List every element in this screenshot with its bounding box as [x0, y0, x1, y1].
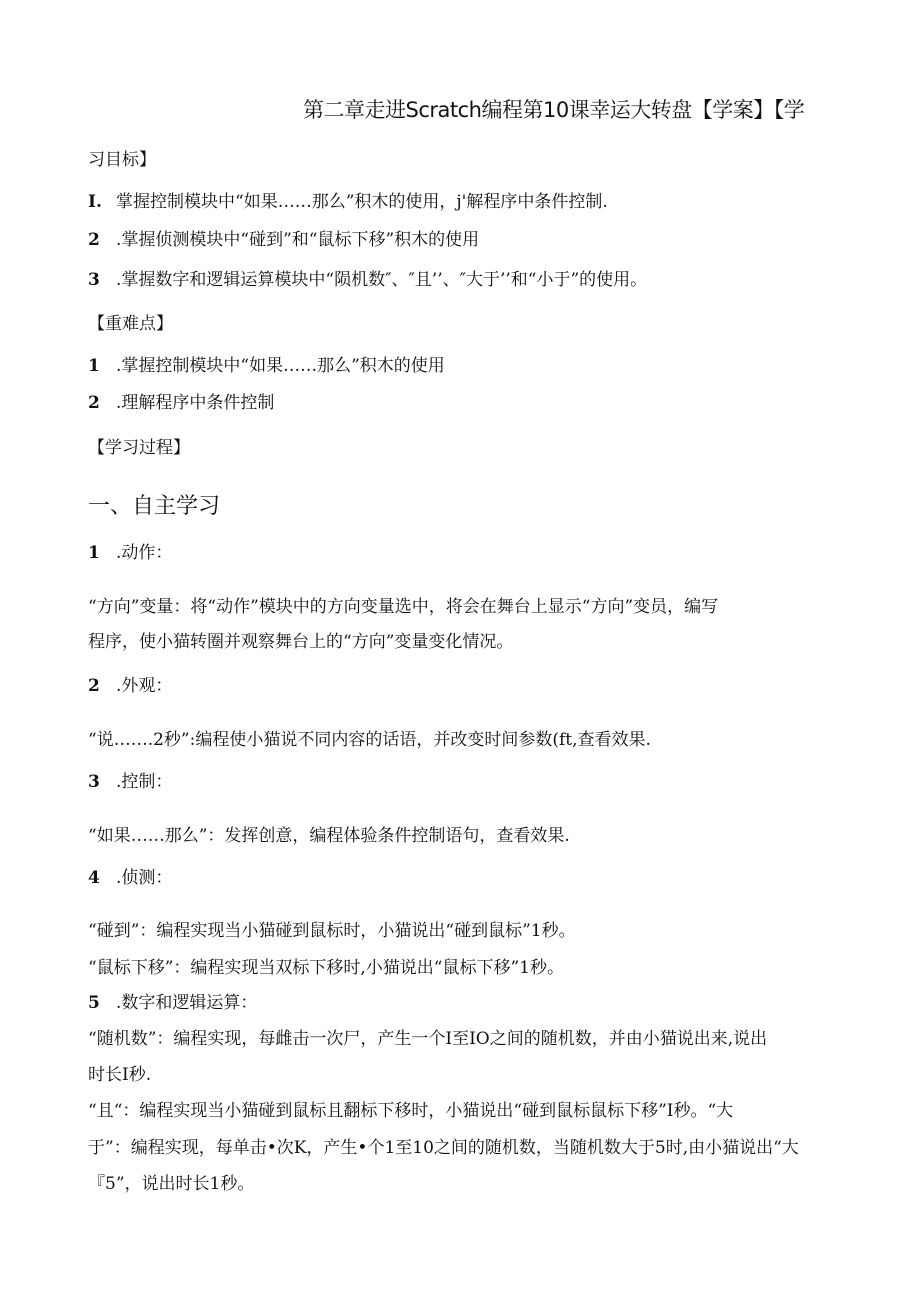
- looks-body: “说…….2秒”:编程使小猫说不同内容的话语，并改变时间参数(ft,查看效果.: [88, 730, 651, 750]
- looks-number: 2: [88, 676, 100, 696]
- key-point-number: 2: [88, 393, 100, 413]
- control-label-text: .控制：: [116, 772, 173, 792]
- process-heading: 【学习过程】: [88, 438, 190, 458]
- objective-number: 2: [88, 230, 100, 250]
- motion-body-line: “方向”变量：将“动作”模块中的方向变量选中，将会在舞台上显示“方向”变员，编写: [88, 597, 719, 617]
- control-label: [88, 770, 172, 794]
- objective-item: [88, 190, 608, 214]
- motion-number: 1: [88, 543, 100, 563]
- operators-body-line: 时长I秒.: [88, 1065, 152, 1085]
- document-title: 第二章走进Scratch编程第10课幸运大转盘【学案】【学: [303, 98, 805, 122]
- looks-label-text: .外观：: [116, 676, 173, 696]
- section-heading: 一、自主学习: [88, 494, 221, 519]
- key-point-item: [88, 354, 445, 378]
- operators-body-line: 『5”，说出时长1秒。: [88, 1174, 255, 1194]
- objective-text: .掌握侦测模块中“碰到”和“鼠标下移”积木的使用: [116, 230, 480, 250]
- looks-label: [88, 674, 172, 698]
- key-point-number: 1: [88, 356, 100, 376]
- sensing-body-line: “鼠标下移”：编程实现当双标下移时,小猫说出“鼠标下移”1秒。: [88, 958, 564, 978]
- sensing-label: [88, 866, 172, 890]
- operators-body-line: “且“：编程实现当小猫碰到鼠标且翻标下移时，小猫说出“碰到鼠标鼠标下移”I秒。“大: [88, 1101, 734, 1121]
- operators-label-text: .数字和逻辑运算：: [116, 993, 258, 1013]
- control-number: 3: [88, 772, 100, 792]
- operators-body-line: 于”：编程实现，每单击•次K，产生•个1至10之间的随机数，当随机数大于5时,由小猫说出“大: [88, 1138, 799, 1158]
- objectives-heading: 习目标】: [88, 150, 156, 170]
- key-point-text: .理解程序中条件控制: [116, 393, 275, 413]
- key-point-item: [88, 391, 274, 415]
- sensing-number: 4: [88, 868, 100, 888]
- motion-body-line: 程序，使小猫转圈并观察舞台上的“方向”变量变化情况。: [88, 632, 514, 652]
- key-point-text: .掌握控制模块中“如果……那么”积木的使用: [116, 356, 445, 376]
- objective-number: 3: [88, 270, 100, 290]
- objective-number: I.: [88, 192, 102, 212]
- sensing-body-line: “碰到”：编程实现当小猫碰到鼠标时，小猫说出“碰到鼠标”1秒。: [88, 921, 576, 941]
- motion-label: [88, 541, 172, 565]
- key-points-heading: 【重难点】: [88, 314, 173, 334]
- objective-text: 掌握控制模块中“如果……那么”积木的使用，j'解程序中条件控制.: [116, 192, 608, 212]
- objective-text: .掌握数字和逻辑运算模块中“陨机数″、″且’’、″大于’’和“小于”的使用。: [116, 270, 648, 290]
- sensing-label-text: .侦测：: [116, 868, 173, 888]
- operators-number: 5: [88, 993, 100, 1013]
- objective-item: [88, 228, 479, 252]
- operators-body-line: “随机数”：编程实现，每雌击一次尸，产生一个I至IO之间的随机数，并由小猫说出来,说出: [88, 1029, 768, 1049]
- objective-item: [88, 268, 647, 292]
- operators-label: [88, 991, 257, 1015]
- motion-label-text: .动作：: [116, 543, 173, 563]
- control-body: “如果……那么”：发挥创意，编程体验条件控制语句，查看效果.: [88, 826, 570, 846]
